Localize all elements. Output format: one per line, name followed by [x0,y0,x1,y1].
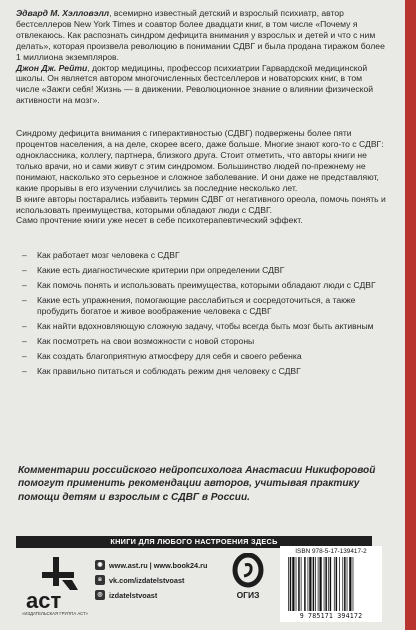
list-item: – Как посмотреть на свои возможности с новой стороны [16,336,386,347]
description-paragraph: В книге авторы постарались избавить термин СДВГ от негативного ореола, помочь понять и использовать преимущества, которыми обладают люди с СДВГ. [16,193,386,215]
website-text: www.ast.ru | www.book24.ru [109,560,208,570]
description-paragraph: Само прочтение книги уже несет в себе психотерапевтический эффект. [16,215,303,226]
list-item: – Какие есть упражнения, помогающие расслабиться и сосредоточиться, а также пробудить богатое и живое воображение человека с СДВГ [16,295,386,317]
list-item: – Как создать благоприятную атмосферу для себя и своего ребенка [16,351,386,362]
author-name: Джон Дж. Рейти [16,62,88,73]
list-item: – Как найти вдохновляющую сложную задачу, чтобы всегда быть мозг быть активным [16,321,386,332]
description-paragraph: Синдрому дефицита внимания с гиперактивностью (СДВГ) подвержены более пяти процентов населения, а на деле, скорее всего, даже больше. Многие знают кого-то с СДВГ: одноклассника, коллегу, партнера, близкого друга. Стоит отметить, что авторы книги не только врачи, но и сами живут с этим синдромом. Большинство людей по-прежнему не понимают, насколько это серьезное и сложное заболевание. И они даже не представляют, какие прорывы в его изучении случились за последние несколько лет. [16,128,384,193]
publisher-contacts [95,559,225,604]
vk-link[interactable] [95,574,225,586]
topics-list [16,250,386,376]
ast-logo-icon [22,554,80,616]
ogiz-label: ОГИЗ [236,590,260,600]
vk-icon: в [95,575,105,585]
author-bio [16,8,386,63]
website-link[interactable] [95,559,225,571]
author-bio [16,63,386,107]
russian-commentary-note: Комментарии российского нейропсихолога Анастасии Никифоровой помогут применить рекомендации авторов, учитывая практику помощи детям и взрослым с СДВГ в России. [18,465,376,503]
isbn-barcode [280,546,382,622]
list-item: – Как работает мозг человека с СДВГ [16,250,386,261]
barcode-bars [286,557,376,611]
isbn-number: ISBN 978-5-17-139417-2 [295,548,367,555]
spine-stripe [405,0,416,630]
instagram-link[interactable] [95,589,225,601]
publisher-group-name: «ИЗДАТЕЛЬСКАЯ ГРУППА АСТ» [22,611,88,616]
list-item: – Какие есть диагностические критерии при определении СДВГ [16,265,386,276]
list-item: – Как помочь понять и использовать преимущества, которыми обладают люди с СДВГ [16,280,386,291]
author-bio-text: , доктор медицины, профессор психиатрии Гарвардской медицинской школы. Он является автором многочисленных бестселлеров и новаторских книг, в том числе «Зажги себя! Жизнь — в движении. Революционное знание о влиянии физической активности на мозг». [16,62,374,106]
instagram-icon: ◎ [95,590,105,600]
instagram-text: izdatelstvoast [109,590,158,600]
list-item: – Как правильно питаться и соблюдать режим дня человеку с СДВГ [16,366,386,377]
author-name: Эдвард М. Хэлловэлл [16,8,110,18]
barcode-digits: 9 785171 394172 [299,612,363,620]
ogiz-logo-icon [231,553,265,603]
vk-text: vk.com/izdatelstvoast [109,575,185,585]
svg-text:аст: аст [26,588,62,613]
back-cover-text [16,8,386,380]
author-bios [16,8,386,106]
author-bio-text: , всемирно известный детский и взрослый психиатр, автор бестселлеров New York Times и соавтор более двадцати книг, в том числе «Почему я отвлекаюсь. Как распознать синдром дефицита внимания у взрослых и детей и что с ним делать», которая произвела революцию в понимании СДВГ и была продана тиражом более 1 миллиона экземпляров. [16,8,385,62]
globe-icon: ◉ [95,560,105,570]
promo-banner: КНИГИ ДЛЯ ЛЮБОГО НАСТРОЕНИЯ ЗДЕСЬ [16,536,372,548]
book-description [16,128,386,226]
